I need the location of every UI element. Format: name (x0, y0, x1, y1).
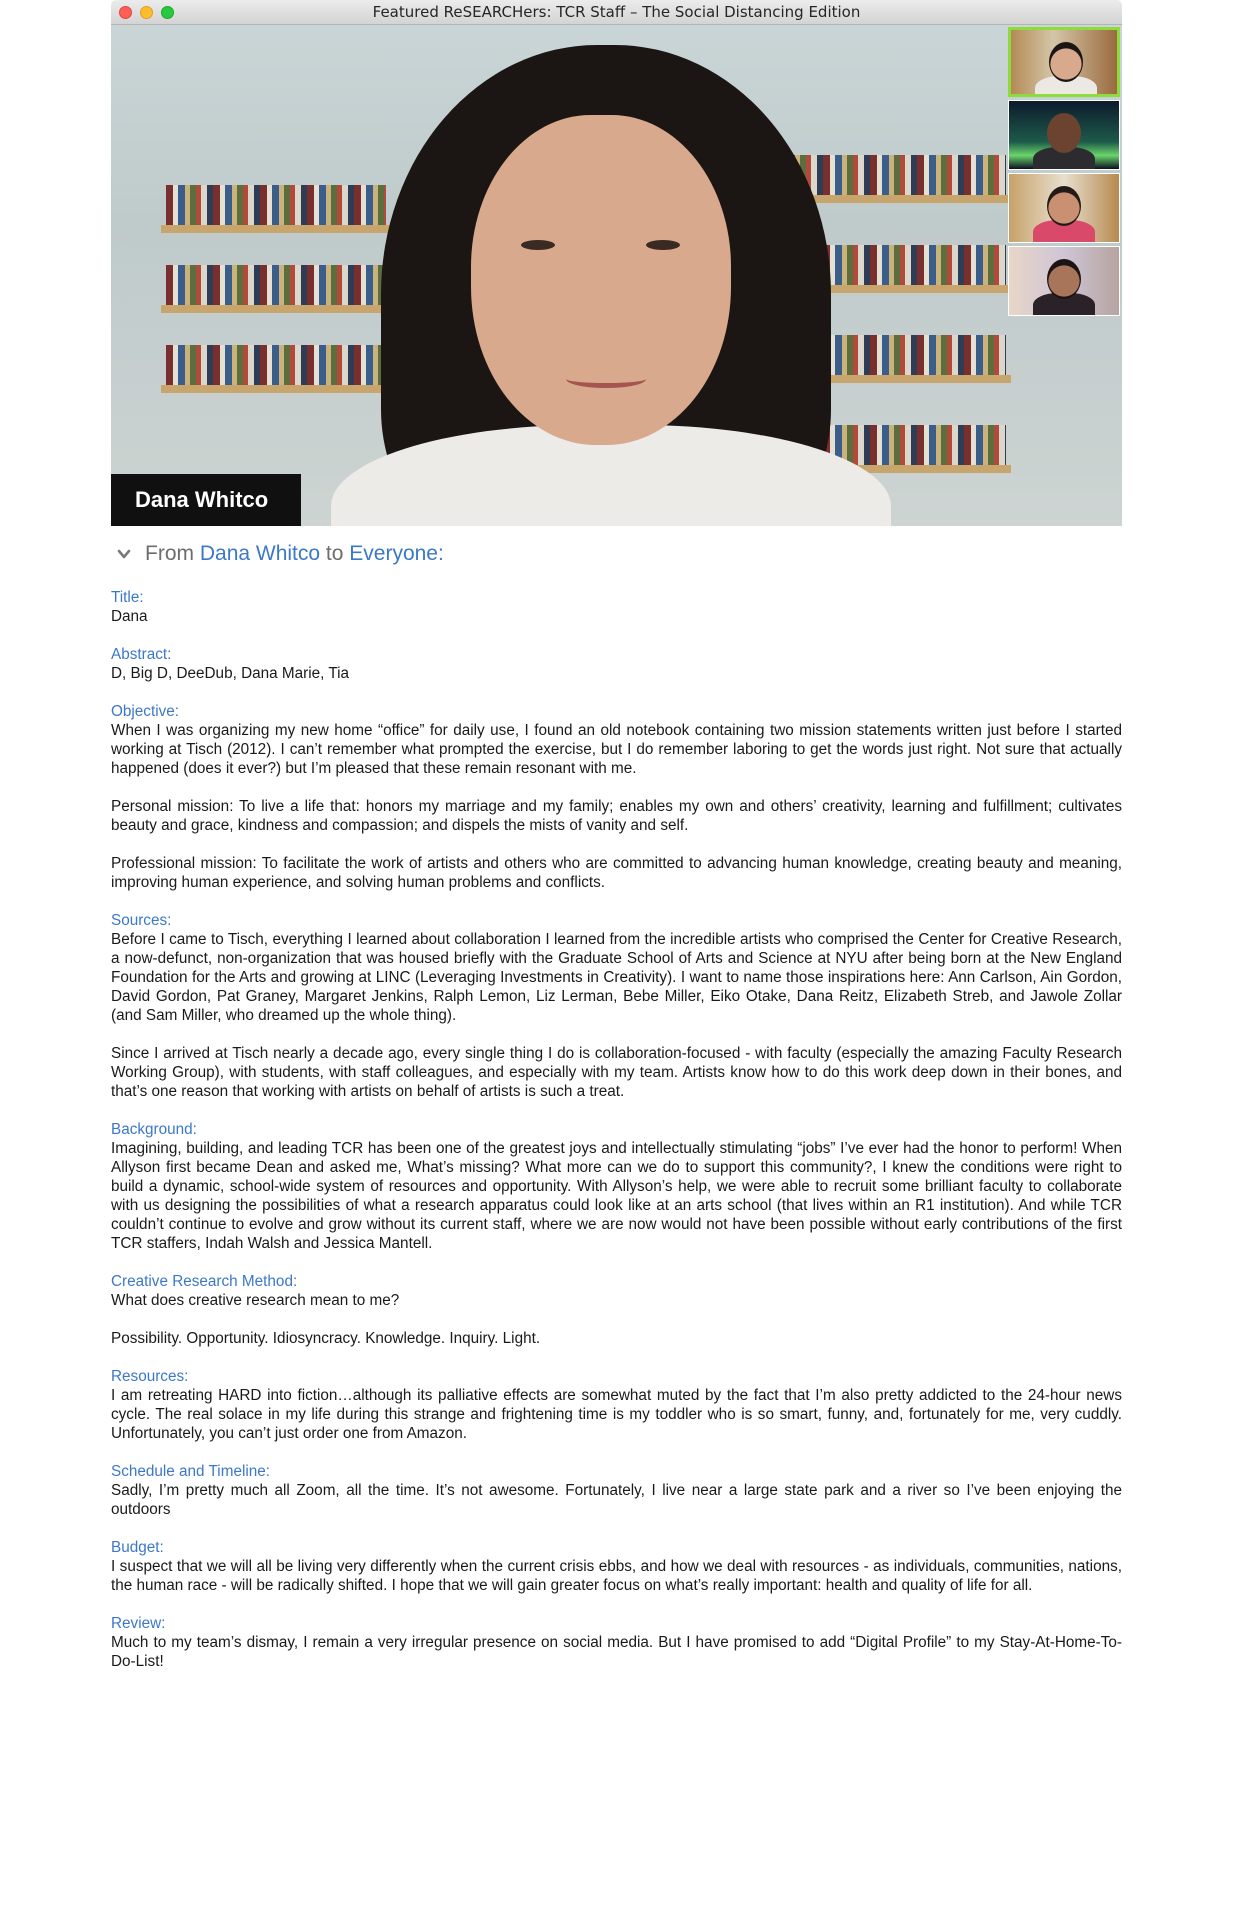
section-label: Review: (111, 1615, 166, 1632)
section-paragraph: What does creative research mean to me? (111, 1292, 400, 1309)
section-paragraph: Dana (111, 608, 148, 625)
speaker-smile (566, 370, 646, 388)
participant-thumbnails (1008, 27, 1120, 316)
section-paragraph: When I was organizing my new home “office” for daily use, I found an old notebook containing two mission statements written just before I started working at Tisch (2012). I can’t remember what prompted the exercise, but I do remember laboring to get the words just right. Not sure that actually happened (does it ever?) but I’m pleased that these remain resonant with me. (111, 722, 1122, 777)
section-paragraph: Since I arrived at Tisch nearly a decade ago, every single thing I do is collaboration-focused - with faculty (especially the amazing Faculty Research Working Group), with students, with staff colleagues, and especially with my team. Artists know how to do this work deep down in their bones, and that’s one reason that working with artists on behalf of artists is such a treat. (111, 1045, 1122, 1100)
section-paragraph: Before I came to Tisch, everything I learned about collaboration I learned from the incredible artists who comprised the Center for Creative Research, a now-defunct, non-organization that was housed briefly with the Graduate School of Arts and Science at NYU after being born at the New England Foundation for the Arts and growing at LINC (Leveraging Investments in Creativity). I want to name those inspirations here: Ann Carlson, Ain Gordon, David Gordon, Pat Graney, Margaret Jenkins, Ralph Lemon, Liz Lerman, Bebe Miller, Eiko Otake, Dana Reitz, Elizabeth Streb, and Jawole Zollar (and Sam Miller, who dreamed up the whole thing). (111, 931, 1122, 1024)
books (166, 185, 386, 225)
chat-sender[interactable]: Dana Whitco (199, 542, 321, 565)
chat-message-header (117, 542, 444, 566)
section-label: Resources: (111, 1368, 189, 1385)
zoom-window-button[interactable] (161, 6, 174, 19)
message-section (111, 1614, 1122, 1671)
participant-tile[interactable] (1008, 173, 1120, 243)
section-label: Creative Research Method: (111, 1273, 298, 1290)
section-paragraph: I suspect that we will all be living very differently when the current crisis ebbs, and how we deal with resources - as individuals, communities, nations, the human race - will be radically shifted. I hope that we will gain greater focus on what’s really important: health and quality of life for all. (111, 1558, 1122, 1594)
section-label-text: Schedule and Timeline (111, 1463, 266, 1480)
section-paragraph: Personal mission: To live a life that: honors my marriage and my family; enables my own and others’ creativity, learning and fulfillment; cultivates beauty and grace, kindness and compassion; and dispels the mists of vanity and self. (111, 798, 1122, 834)
message-section (111, 1367, 1122, 1443)
chat-message-body (111, 588, 1122, 1690)
section-label-text: Resources (111, 1368, 185, 1385)
books (166, 265, 386, 305)
close-window-button[interactable] (119, 6, 132, 19)
message-section (111, 1272, 1122, 1348)
section-paragraph: I am retreating HARD into fiction…although its palliative effects are somewhat muted by the fact that I’m also pretty addicted to the 24-hour news cycle. The real solace in my life during this strange and frightening time is my toddler who is so smart, funny, and, fortunately for me, very cuddly. Unfortunately, you can’t just order one from Amazon. (111, 1387, 1122, 1442)
speaker-eye (646, 240, 680, 250)
section-label: Budget: (111, 1539, 164, 1556)
title-bar (111, 0, 1122, 25)
message-section (111, 1120, 1122, 1253)
speaker-face (471, 115, 731, 445)
shelf (161, 225, 391, 233)
section-paragraph: Possibility. Opportunity. Idiosyncracy. Knowledge. Inquiry. Light. (111, 1330, 541, 1347)
main-video[interactable] (111, 25, 1122, 526)
section-label-text: Objective (111, 703, 175, 720)
section-label: Schedule and Timeline: (111, 1463, 271, 1480)
section-label-text: Title (111, 589, 140, 606)
chat-recipient[interactable]: Everyone (349, 542, 438, 565)
video-call-window (111, 0, 1122, 526)
shelf (161, 385, 391, 393)
section-paragraph: Professional mission: To facilitate the work of artists and others who are committed to advancing human knowledge, creating beauty and meaning, improving human experience, and solving human problems and conflicts. (111, 855, 1122, 891)
minimize-window-button[interactable] (140, 6, 153, 19)
section-label-text: Sources (111, 912, 168, 929)
message-section (111, 1462, 1122, 1519)
chevron-down-icon[interactable] (117, 547, 131, 561)
chat-colon: : (437, 542, 444, 565)
section-label-text: Budget (111, 1539, 160, 1556)
chat-header-text (145, 542, 444, 566)
section-paragraph: D, Big D, DeeDub, Dana Marie, Tia (111, 665, 350, 682)
section-label-text: Background (111, 1121, 193, 1138)
section-label-text: Review (111, 1615, 162, 1632)
section-label: Background: (111, 1121, 197, 1138)
books (166, 345, 386, 385)
message-section (111, 702, 1122, 892)
message-section (111, 588, 1122, 626)
participant-tile[interactable] (1008, 246, 1120, 316)
section-label-text: Abstract (111, 646, 168, 663)
section-paragraph: Sadly, I’m pretty much all Zoom, all the time. It’s not awesome. Fortunately, I live near a large state park and a river so I’ve been enjoying the outdoors (111, 1482, 1122, 1518)
section-label: Objective: (111, 703, 180, 720)
window-controls (119, 6, 174, 19)
section-label-text: Creative Research Method (111, 1273, 293, 1290)
shelf (161, 305, 391, 313)
section-label: Title: (111, 589, 144, 606)
participant-tile[interactable] (1008, 27, 1120, 97)
window-title: Featured ReSEARCHers: TCR Staff – The Social Distancing Edition (372, 3, 861, 21)
message-section (111, 911, 1122, 1101)
section-label: Sources: (111, 912, 172, 929)
chat-to-label: to (325, 542, 344, 565)
chat-from-label: From (145, 542, 194, 565)
section-paragraph: Much to my team’s dismay, I remain a very irregular presence on social media. But I have promised to add “Digital Profile” to my Stay-At-Home-To-Do-List! (111, 1634, 1122, 1670)
participant-tile[interactable] (1008, 100, 1120, 170)
speaker-eye (521, 240, 555, 250)
section-paragraph: Imagining, building, and leading TCR has been one of the greatest joys and intellectually stimulating “jobs” I’ve ever had the honor to perform! When Allyson first became Dean and asked me, What’s missing? What more can we do to support this community?, I knew the conditions were right to build a dynamic, school-wide system of resources and opportunity. With Allyson’s help, we were able to recruit some brilliant faculty to collaborate with us designing the possibilities of what a research apparatus could look like at an arts school (that lives within an R1 institution). And while TCR couldn’t continue to evolve and grow without its current staff, where we are now would not have been possible without early contributions of the first TCR staffers, Indah Walsh and Jessica Mantell. (111, 1140, 1122, 1252)
section-label: Abstract: (111, 646, 172, 663)
message-section (111, 1538, 1122, 1595)
message-section (111, 645, 1122, 683)
speaker-name-tag: Dana Whitco (111, 474, 301, 526)
